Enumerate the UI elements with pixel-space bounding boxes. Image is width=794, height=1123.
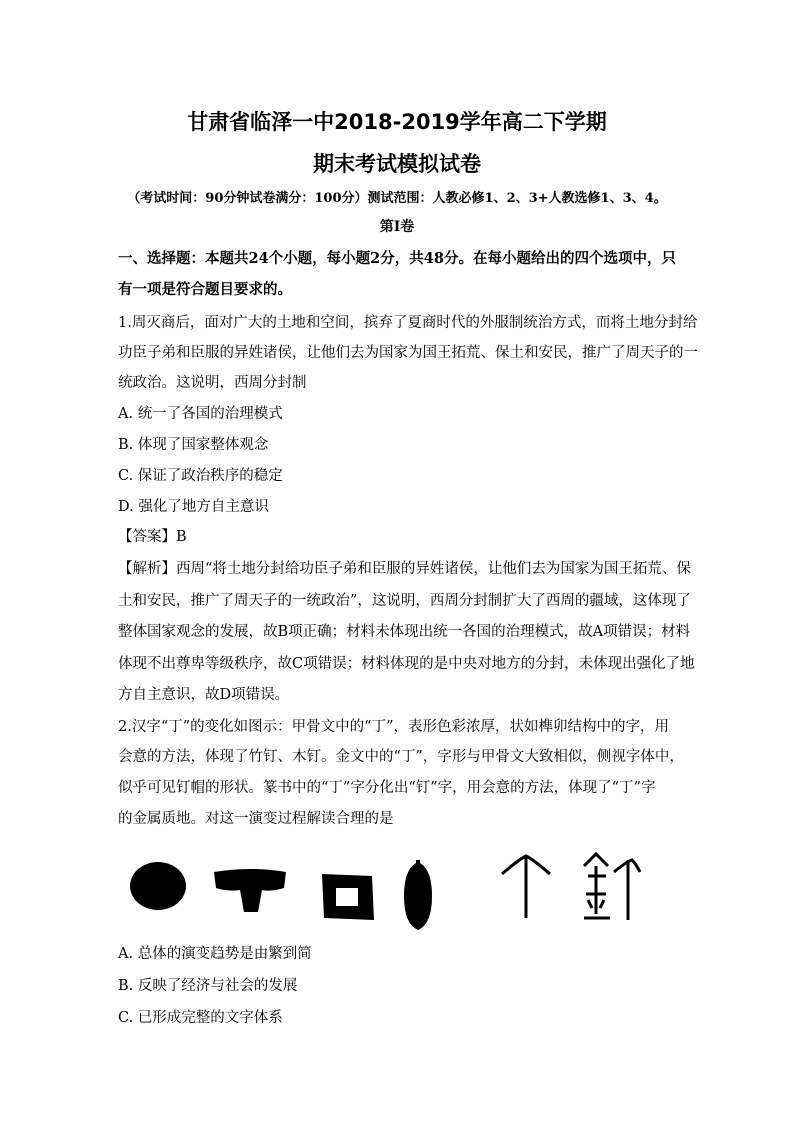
nail-head-glyph [210, 866, 290, 916]
seal-ding-metal-glyph [580, 850, 642, 924]
q1-analysis-line: 方自主意识，故D项错误。 [118, 687, 290, 703]
q1-analysis-line: 体现不出尊卑等级秩序，故C项错误；材料体现的是中央对地方的分封，未体现出强化了地 [118, 656, 695, 672]
page-subtitle: 期末考试模拟试卷 [313, 152, 481, 176]
q2-option-c: C. 已形成完整的文字体系 [118, 1010, 283, 1026]
section-instruction-1: 一、选择题：本题共24个小题，每小题2分，共48分。在每小题给出的四个选项中，只 [118, 250, 676, 267]
exam-info: （考试时间：90分钟试卷满分：100分）测试范围：人教必修1、2、3+人教选修1、3、4。 [127, 191, 667, 206]
q1-stem-line: 功臣子弟和臣服的异姓诸侯，让他们去为国家为国王拓荒、保土和安民，推广了周天子的一 [118, 345, 698, 361]
section-instruction-2: 有一项是符合题目要求的。 [118, 281, 292, 298]
q1-option-c: C. 保证了政治秩序的稳定 [118, 468, 283, 484]
q1-answer: 【答案】B [118, 529, 187, 545]
tall-oval-glyph [400, 860, 436, 932]
q1-option-b: B. 体现了国家整体观念 [118, 437, 269, 453]
q2-stem-line: 的金属质地。对这一演变过程解读合理的是 [118, 811, 394, 827]
q2-option-a: A. 总体的演变趋势是由繁到简 [118, 946, 312, 962]
q1-option-d: D. 强化了地方自主意识 [118, 499, 269, 515]
q1-stem-line: 统政治。这说明，西周分封制 [118, 375, 307, 391]
solid-disc-glyph [128, 860, 190, 912]
q1-analysis-line: 整体国家观念的发展，故B项正确；材料未体现出统一各国的治理模式，故A项错误；材料 [118, 624, 691, 640]
q1-option-a: A. 统一了各国的治理模式 [118, 406, 283, 422]
q2-stem-line: 似乎可见钉帽的形状。篆书中的“丁”字分化出“钉”字，用会意的方法，体现了“丁”字 [118, 780, 656, 796]
q1-analysis-line: 【解析】西周“将土地分封给功臣子弟和臣服的异姓诸侯，让他们去为国家为国王拓荒、保 [118, 561, 691, 577]
q1-stem-line: 1.周灭商后，面对广大的土地和空间，摈弃了夏商时代的外服制统治方式，而将土地分封给 [118, 315, 698, 331]
q2-stem-line: 会意的方法，体现了竹钉、木钉。金文中的“丁”，字形与甲骨文大致相似，侧视字体中， [118, 749, 684, 765]
q1-analysis-line: 土和安民，推广了周天子的一统政治”，这说明，西周分封制扩大了西周的疆域，这体现了 [118, 593, 691, 609]
volume-label: 第Ⅰ卷 [379, 219, 415, 235]
q2-stem-line: 2.汉字“丁”的变化如图示：甲骨文中的“丁”，表形色彩浓厚，状如榫卯结构中的字，用 [118, 719, 669, 735]
hollow-square-glyph [320, 872, 376, 922]
seal-ding-glyph [498, 852, 554, 920]
page-title: 甘肃省临泽一中2018-2019学年高二下学期 [187, 110, 607, 134]
q2-option-b: B. 反映了经济与社会的发展 [118, 978, 298, 994]
